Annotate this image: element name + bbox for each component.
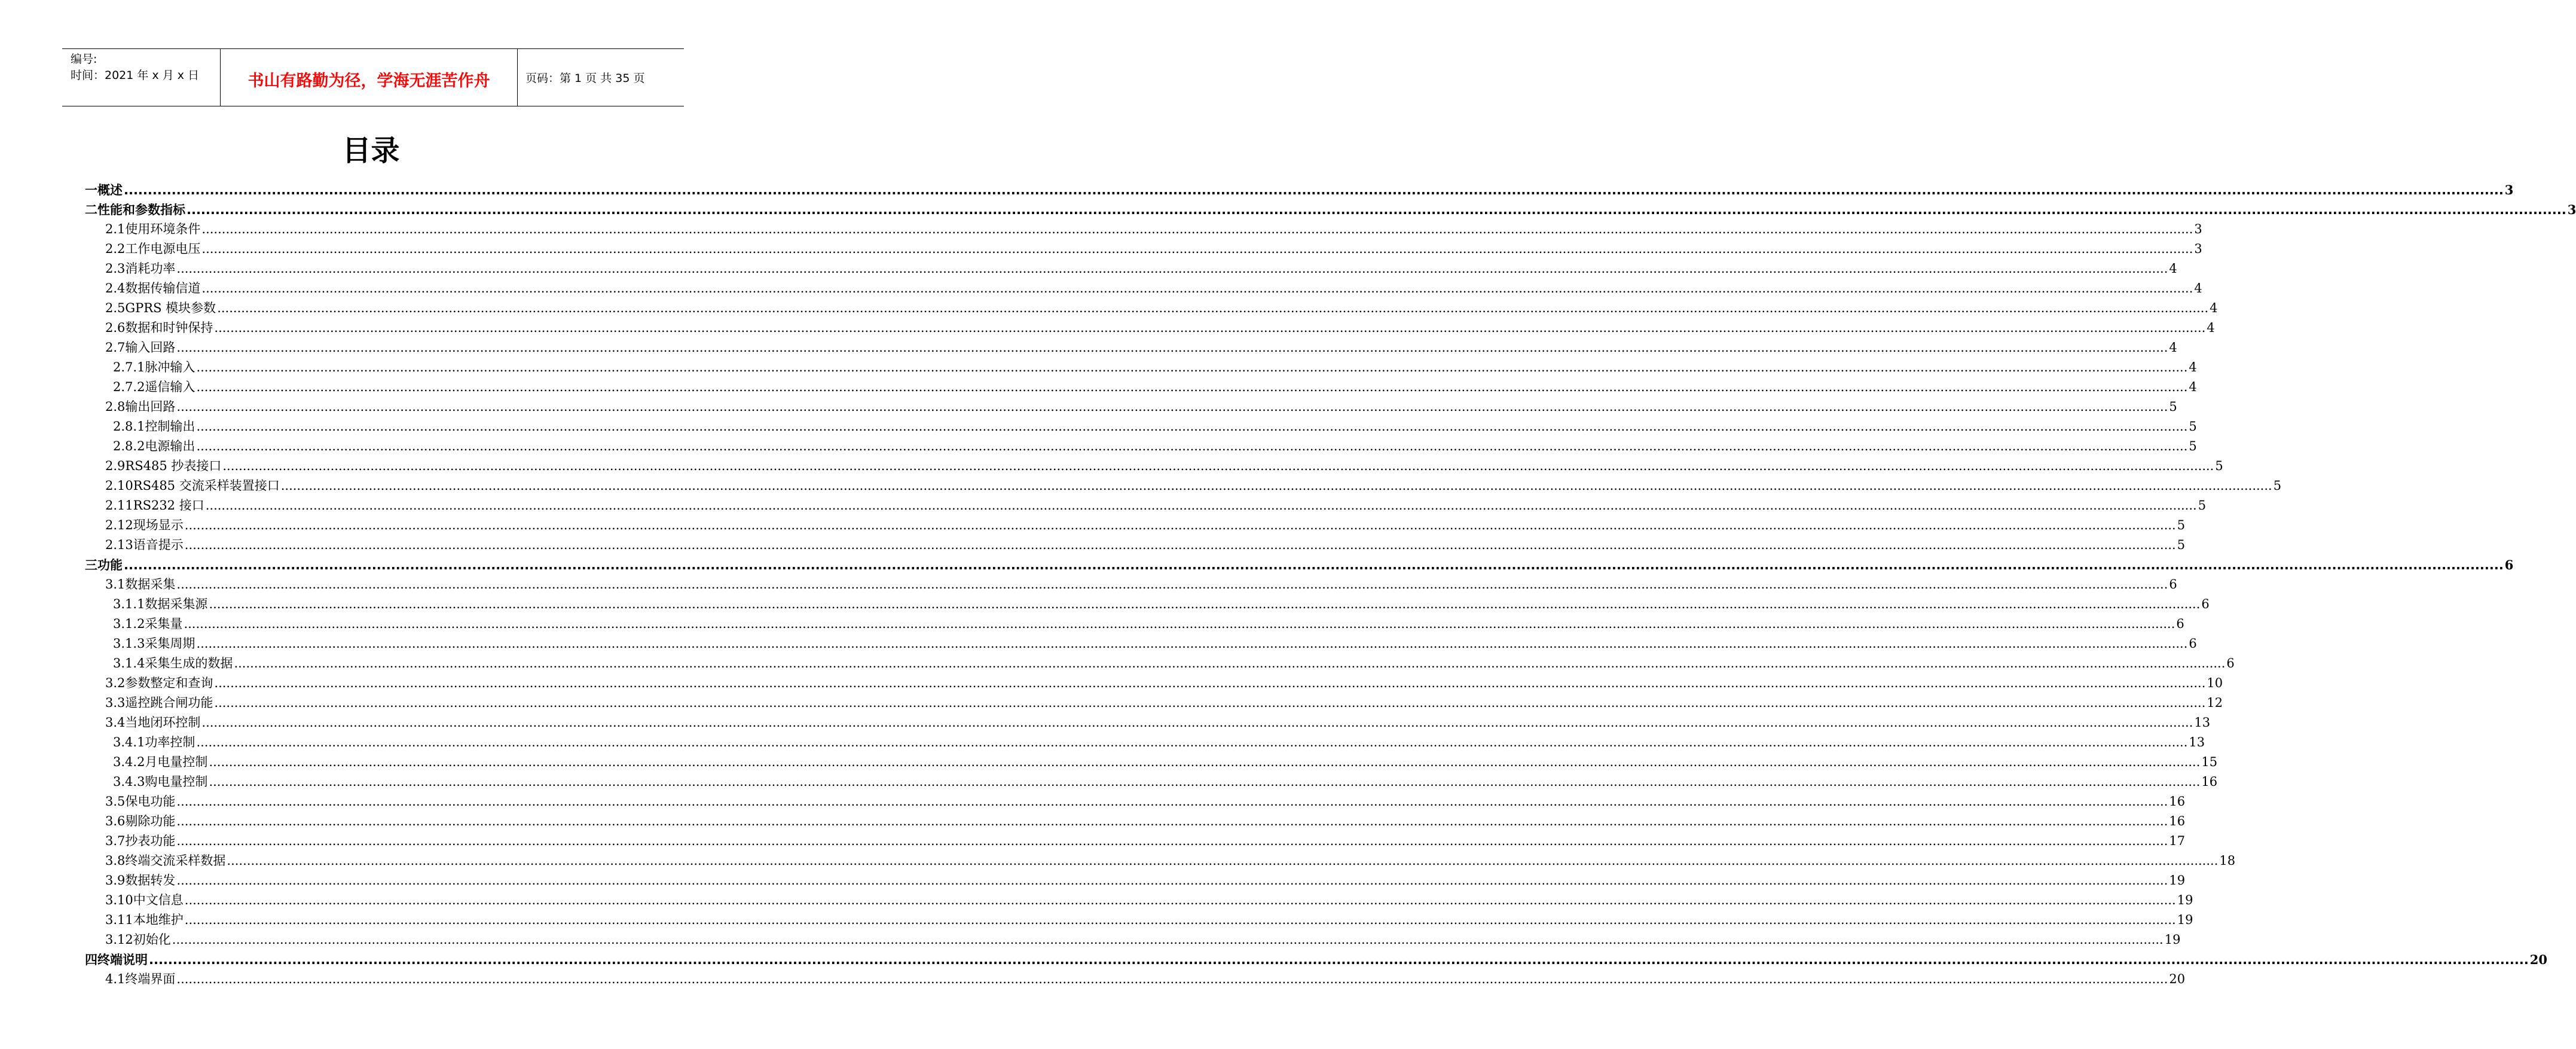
toc-dot-leader <box>176 259 2168 279</box>
toc-entry-title: 采集量 <box>145 617 183 631</box>
toc-entry[interactable] <box>85 634 2197 654</box>
toc-entry[interactable] <box>85 930 2181 950</box>
document-number-label: 编号: <box>71 53 97 66</box>
toc-entry[interactable] <box>85 594 2210 614</box>
toc-entry-number: 3.6 <box>105 814 126 828</box>
toc-entry[interactable] <box>85 535 2186 555</box>
toc-dot-leader <box>214 673 2205 693</box>
toc-dot-leader <box>176 812 2168 831</box>
toc-entry-title: 数据和时钟保持 <box>125 321 213 335</box>
toc-entry[interactable] <box>85 298 2218 318</box>
header-left-cell <box>62 49 221 106</box>
page-title: 目录 <box>342 134 400 167</box>
toc-entry-page: 6 <box>2226 656 2235 670</box>
toc-entry[interactable] <box>85 851 2236 871</box>
toc-entry[interactable] <box>85 219 2202 239</box>
toc-entry-page: 6 <box>2201 597 2210 611</box>
toc-entry-page: 4 <box>2189 360 2197 374</box>
header-middle-cell <box>221 49 518 106</box>
page-number-info: 页码：第 1 页 共 35 页 <box>525 72 645 85</box>
toc-entry-title: 功能 <box>97 558 123 572</box>
toc-entry-page: 6 <box>2189 636 2197 651</box>
toc-dot-leader <box>196 358 2187 377</box>
toc-entry-number: 3.1 <box>105 577 126 591</box>
toc-entry[interactable] <box>85 910 2193 930</box>
toc-entry[interactable] <box>85 496 2207 516</box>
toc-entry-number: 3.2 <box>105 676 126 690</box>
toc-entry-page: 5 <box>2189 419 2197 434</box>
toc-dot-leader <box>196 733 2187 752</box>
toc-dot-leader <box>185 891 2176 910</box>
toc-entry-page: 3 <box>2504 182 2514 197</box>
toc-entry-title: RS232 接口 <box>133 498 204 513</box>
toc-entry-number: 一 <box>85 183 97 197</box>
toc-entry-number: 2.3 <box>105 261 126 276</box>
toc-entry-page: 5 <box>2198 498 2207 513</box>
toc-entry-title: 初始化 <box>133 932 171 947</box>
toc-entry-title: 数据采集源 <box>145 597 208 611</box>
toc-dot-leader <box>176 575 2168 594</box>
toc-entry[interactable] <box>85 772 2218 792</box>
toc-entry-page: 19 <box>2164 932 2181 947</box>
toc-dot-leader <box>196 634 2187 654</box>
toc-dot-leader <box>196 437 2187 456</box>
toc-entry-page: 19 <box>2169 873 2186 888</box>
toc-entry-page: 19 <box>2177 913 2193 927</box>
toc-entry-title: 采集周期 <box>145 636 195 651</box>
toc-entry-title: 购电量控制 <box>145 774 208 789</box>
toc-entry[interactable] <box>85 358 2197 377</box>
toc-entry-number: 2.8 <box>105 400 126 414</box>
toc-dot-leader <box>172 930 2164 950</box>
toc-entry-title: 参数整定和查询 <box>125 676 213 690</box>
toc-entry-number: 3.5 <box>105 794 126 809</box>
toc-entry-title: 输出回路 <box>125 400 176 414</box>
toc-dot-leader <box>206 496 2197 516</box>
toc-entry[interactable] <box>85 239 2202 259</box>
toc-dot-leader <box>234 654 2225 673</box>
toc-entry-number: 3.3 <box>105 696 126 710</box>
toc-entry-title: 脉冲输入 <box>145 360 195 374</box>
toc-entry-page: 13 <box>2189 735 2205 749</box>
toc-entry-page: 10 <box>2207 676 2223 690</box>
toc-entry-title: 保电功能 <box>125 794 176 809</box>
toc-entry-page: 20 <box>2169 972 2186 986</box>
toc-entry[interactable] <box>85 338 2177 358</box>
toc-entry-number: 3.1.2 <box>113 617 145 631</box>
toc-dot-leader <box>176 969 2168 989</box>
toc-entry-number: 2.9 <box>105 459 126 473</box>
toc-entry-page: 3 <box>2567 202 2576 217</box>
toc-entry-number: 四 <box>85 953 97 967</box>
toc-dot-leader <box>201 239 2193 259</box>
toc-entry-number: 3.7 <box>105 834 126 848</box>
table-of-contents <box>85 180 2576 986</box>
toc-entry-number: 2.2 <box>105 242 126 256</box>
toc-entry-title: 消耗功率 <box>125 261 176 276</box>
toc-entry-title: 使用环境条件 <box>125 222 201 236</box>
toc-dot-leader <box>185 516 2176 535</box>
toc-entry[interactable] <box>85 417 2197 437</box>
toc-entry[interactable] <box>85 200 2576 219</box>
toc-entry-title: 抄表功能 <box>125 834 176 848</box>
toc-entry-page: 15 <box>2201 755 2218 769</box>
toc-entry-number: 2.8.1 <box>113 419 145 434</box>
toc-entry[interactable] <box>85 871 2186 891</box>
toc-entry-page: 4 <box>2194 281 2202 295</box>
toc-entry-number: 3.12 <box>105 932 133 947</box>
toc-entry-title: RS485 交流采样装置接口 <box>133 478 280 493</box>
toc-entry-number: 2.7.2 <box>113 380 145 394</box>
toc-entry-title: 中文信息 <box>133 893 184 907</box>
toc-dot-leader <box>209 752 2200 772</box>
toc-dot-leader <box>201 219 2193 239</box>
toc-dot-leader <box>185 535 2176 555</box>
toc-entry-title: 月电量控制 <box>145 755 208 769</box>
page-header <box>62 48 684 106</box>
toc-entry[interactable] <box>85 575 2177 594</box>
toc-dot-leader <box>209 594 2200 614</box>
toc-entry-number: 3.4.3 <box>113 774 145 789</box>
toc-entry-page: 4 <box>2207 321 2215 335</box>
toc-entry-page: 5 <box>2215 459 2223 473</box>
toc-entry-title: 性能和参数指标 <box>97 203 185 217</box>
toc-entry-number: 4.1 <box>105 972 126 986</box>
toc-entry-title: 概述 <box>97 183 123 197</box>
toc-entry-page: 16 <box>2169 794 2186 809</box>
toc-entry-title: 遥控跳合闸功能 <box>125 696 213 710</box>
toc-entry-title: GPRS 模块参数 <box>125 301 216 315</box>
toc-entry-title: 现场显示 <box>133 518 184 532</box>
toc-entry-page: 5 <box>2177 518 2186 532</box>
toc-entry-page: 19 <box>2177 893 2193 907</box>
toc-entry-number: 3.10 <box>105 893 133 907</box>
toc-entry-number: 三 <box>85 558 97 572</box>
toc-entry-number: 2.11 <box>105 498 133 513</box>
toc-dot-leader <box>217 298 2208 318</box>
toc-entry-title: 工作电源电压 <box>125 242 201 256</box>
toc-dot-leader <box>176 871 2168 891</box>
toc-entry-title: 终端交流采样数据 <box>125 853 226 868</box>
toc-entry-page: 6 <box>2176 617 2184 631</box>
toc-entry-title: 当地闭环控制 <box>125 715 201 730</box>
toc-dot-leader <box>176 831 2168 851</box>
toc-entry[interactable] <box>85 555 2514 575</box>
toc-dot-leader <box>176 397 2168 417</box>
toc-entry[interactable] <box>85 437 2197 456</box>
toc-entry-number: 2.5 <box>105 301 126 315</box>
toc-dot-leader <box>187 200 2566 220</box>
toc-dot-leader <box>149 950 2529 970</box>
toc-dot-leader <box>124 181 2504 200</box>
toc-entry[interactable] <box>85 693 2223 713</box>
toc-entry-title: RS485 抄表接口 <box>125 459 222 473</box>
toc-entry-page: 4 <box>2169 261 2177 276</box>
toc-entry-title: 采集生成的数据 <box>145 656 233 670</box>
toc-entry-number: 3.11 <box>105 913 133 927</box>
toc-entry[interactable] <box>85 318 2215 338</box>
toc-entry-title: 数据采集 <box>125 577 176 591</box>
toc-entry-page: 3 <box>2194 242 2202 256</box>
toc-dot-leader <box>185 910 2176 930</box>
toc-entry[interactable] <box>85 969 2186 989</box>
toc-entry-title: 终端界面 <box>125 972 176 986</box>
toc-entry-number: 3.8 <box>105 853 126 868</box>
toc-entry[interactable] <box>85 377 2197 397</box>
toc-entry-title: 数据传输信道 <box>125 281 201 295</box>
toc-entry-page: 17 <box>2169 834 2186 848</box>
toc-dot-leader <box>227 851 2218 871</box>
toc-entry-number: 3.1.1 <box>113 597 145 611</box>
toc-entry[interactable] <box>85 456 2223 476</box>
toc-entry-page: 5 <box>2273 478 2282 493</box>
toc-entry[interactable] <box>85 654 2235 673</box>
toc-entry-page: 18 <box>2219 853 2236 868</box>
toc-entry[interactable] <box>85 891 2193 910</box>
toc-entry-title: 剔除功能 <box>125 814 176 828</box>
toc-entry-page: 20 <box>2529 952 2548 967</box>
toc-entry[interactable] <box>85 279 2202 298</box>
toc-dot-leader <box>214 693 2205 713</box>
toc-dot-leader <box>201 279 2193 298</box>
toc-entry-number: 2.6 <box>105 321 126 335</box>
toc-entry-title: 终端说明 <box>97 953 148 967</box>
toc-entry-title: 数据转发 <box>125 873 176 888</box>
toc-entry[interactable] <box>85 180 2514 200</box>
header-motto: 书山有路勤为径，学海无涯苦作舟 <box>247 72 490 90</box>
toc-dot-leader <box>209 772 2200 792</box>
toc-entry-title: 输入回路 <box>125 340 176 355</box>
toc-entry-number: 3.1.3 <box>113 636 145 651</box>
toc-entry-page: 4 <box>2210 301 2218 315</box>
toc-dot-leader <box>201 713 2193 733</box>
toc-entry-number: 二 <box>85 203 97 217</box>
toc-entry[interactable] <box>85 397 2177 417</box>
toc-entry-title: 本地维护 <box>133 913 184 927</box>
document-date: 时间：2021 年 x 月 x 日 <box>71 69 200 82</box>
toc-entry[interactable] <box>85 831 2186 851</box>
toc-entry-number: 2.7.1 <box>113 360 145 374</box>
toc-entry-title: 电源输出 <box>145 439 195 453</box>
toc-entry[interactable] <box>85 950 2548 969</box>
toc-entry-number: 2.8.2 <box>113 439 145 453</box>
toc-entry[interactable] <box>85 733 2205 752</box>
toc-entry-number: 3.4 <box>105 715 126 730</box>
toc-entry-number: 2.4 <box>105 281 126 295</box>
toc-entry-page: 4 <box>2169 340 2177 355</box>
toc-entry-title: 语音提示 <box>133 538 184 552</box>
toc-entry-page: 16 <box>2169 814 2186 828</box>
toc-entry[interactable] <box>85 752 2218 772</box>
toc-dot-leader <box>176 338 2168 358</box>
toc-entry-number: 3.4.2 <box>113 755 145 769</box>
toc-entry[interactable] <box>85 516 2186 535</box>
toc-entry[interactable] <box>85 792 2186 812</box>
toc-entry-number: 2.10 <box>105 478 133 493</box>
toc-entry[interactable] <box>85 673 2223 693</box>
toc-entry-page: 4 <box>2189 380 2197 394</box>
toc-entry-page: 13 <box>2194 715 2211 730</box>
toc-dot-leader <box>176 792 2168 812</box>
header-right-cell <box>518 49 684 106</box>
toc-entry-number: 2.7 <box>105 340 126 355</box>
toc-dot-leader <box>196 377 2187 397</box>
toc-dot-leader <box>124 556 2504 575</box>
toc-entry-number: 2.12 <box>105 518 133 532</box>
toc-dot-leader <box>222 456 2214 476</box>
toc-entry-number: 2.1 <box>105 222 126 236</box>
toc-entry-number: 3.1.4 <box>113 656 145 670</box>
toc-dot-leader <box>184 614 2175 634</box>
toc-dot-leader <box>281 476 2272 496</box>
toc-entry-page: 5 <box>2169 400 2177 414</box>
toc-entry-page: 12 <box>2207 696 2223 710</box>
toc-entry[interactable] <box>85 476 2282 496</box>
toc-entry[interactable] <box>85 713 2211 733</box>
toc-entry-number: 3.9 <box>105 873 126 888</box>
toc-entry[interactable] <box>85 259 2177 279</box>
toc-entry-page: 6 <box>2504 557 2514 572</box>
toc-entry[interactable] <box>85 812 2186 831</box>
toc-entry[interactable] <box>85 614 2184 634</box>
toc-entry-page: 3 <box>2194 222 2202 236</box>
toc-entry-number: 2.13 <box>105 538 133 552</box>
toc-entry-page: 16 <box>2201 774 2218 789</box>
toc-entry-title: 遥信输入 <box>145 380 195 394</box>
toc-entry-page: 6 <box>2169 577 2177 591</box>
toc-dot-leader <box>214 318 2205 338</box>
toc-entry-number: 3.4.1 <box>113 735 145 749</box>
toc-entry-title: 控制输出 <box>145 419 195 434</box>
toc-entry-page: 5 <box>2177 538 2186 552</box>
toc-entry-title: 功率控制 <box>145 735 195 749</box>
toc-dot-leader <box>196 417 2187 437</box>
toc-entry-page: 5 <box>2189 439 2197 453</box>
